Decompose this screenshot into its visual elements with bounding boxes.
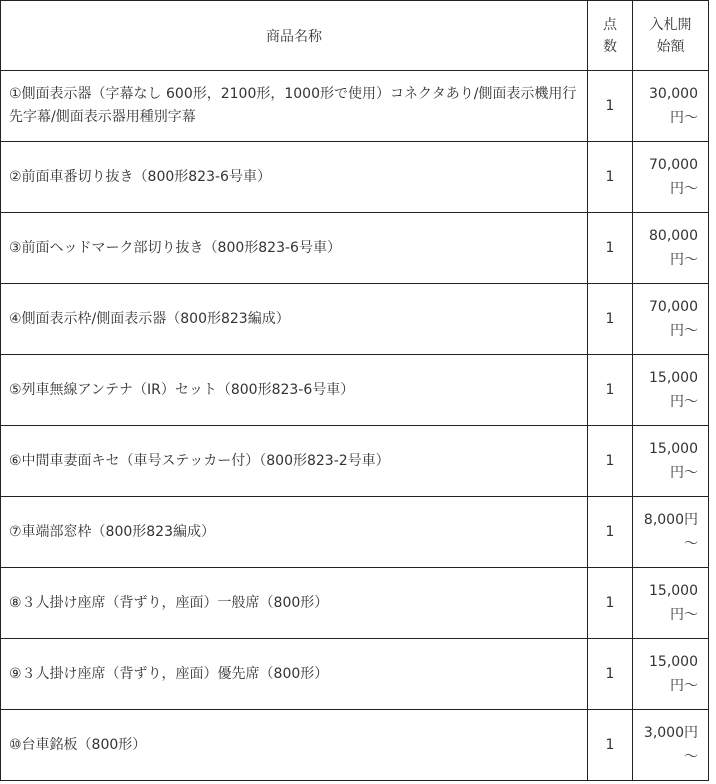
item-quantity: 1	[588, 426, 633, 497]
item-name: ④側面表示枠/側面表示器（800形823編成）	[1, 284, 588, 355]
item-starting-price-line2: ～	[684, 749, 698, 765]
item-name: ①側面表示器（字幕なし 600形，2100形，1000形で使用）コネクタあり/側面表示機用行先字幕/側面表示器用種別字幕	[1, 71, 588, 142]
item-name: ⑦車端部窓枠（800形823編成）	[1, 497, 588, 568]
item-quantity: 1	[588, 142, 633, 213]
table-row	[1, 710, 709, 781]
item-quantity: 1	[588, 71, 633, 142]
item-quantity: 1	[588, 568, 633, 639]
item-starting-price-line1: 15,000	[649, 583, 698, 599]
item-starting-price-line2: 円～	[670, 394, 698, 410]
header-row	[1, 1, 709, 71]
table-row	[1, 355, 709, 426]
table-row	[1, 497, 709, 568]
item-quantity: 1	[588, 355, 633, 426]
header-starting-price-line1: 入札開	[649, 16, 692, 33]
item-starting-price-line1: 80,000	[649, 228, 698, 244]
item-name: ⑩台車銘板（800形）	[1, 710, 588, 781]
item-starting-price-line1: 30,000	[649, 86, 698, 102]
item-starting-price-line1: 15,000	[649, 370, 698, 386]
table-row	[1, 142, 709, 213]
header-quantity-line2: 数	[603, 38, 617, 55]
item-starting-price-line2: 円～	[670, 607, 698, 623]
item-quantity: 1	[588, 710, 633, 781]
header-item-name: 商品名称	[1, 1, 588, 71]
item-starting-price	[633, 497, 709, 568]
item-starting-price	[633, 355, 709, 426]
item-starting-price-line2: 円～	[670, 181, 698, 197]
item-name: ⑥中間車妻面キセ（車号ステッカー付）（800形823-2号車）	[1, 426, 588, 497]
item-starting-price-line2: 円～	[670, 252, 698, 268]
table-row	[1, 284, 709, 355]
header-starting-price	[633, 1, 709, 71]
item-starting-price-line2: 円～	[670, 323, 698, 339]
table-body	[1, 71, 709, 781]
item-starting-price-line1: 15,000	[649, 441, 698, 457]
table-row	[1, 568, 709, 639]
item-starting-price-line1: 70,000	[649, 157, 698, 173]
item-starting-price-line1: 70,000	[649, 299, 698, 315]
header-starting-price-line2: 始額	[656, 38, 685, 55]
item-starting-price	[633, 284, 709, 355]
item-name: ②前面車番切り抜き（800形823-6号車）	[1, 142, 588, 213]
item-starting-price	[633, 568, 709, 639]
item-starting-price-line1: 3,000円	[643, 725, 698, 741]
table-row	[1, 639, 709, 710]
item-starting-price	[633, 142, 709, 213]
item-name: ③前面ヘッドマーク部切り抜き（800形823-6号車）	[1, 213, 588, 284]
header-quantity	[588, 1, 633, 71]
item-quantity: 1	[588, 497, 633, 568]
item-starting-price	[633, 213, 709, 284]
item-starting-price	[633, 639, 709, 710]
item-starting-price-line2: 円～	[670, 110, 698, 126]
item-name: ⑨３人掛け座席（背ずり，座面）優先席（800形）	[1, 639, 588, 710]
item-quantity: 1	[588, 639, 633, 710]
item-quantity: 1	[588, 284, 633, 355]
item-name: ⑧３人掛け座席（背ずり，座面）一般席（800形）	[1, 568, 588, 639]
table-row	[1, 71, 709, 142]
item-starting-price-line1: 8,000円	[643, 512, 698, 528]
table-header	[1, 1, 709, 71]
table-row	[1, 426, 709, 497]
header-quantity-line1: 点	[603, 16, 617, 33]
item-starting-price-line1: 15,000	[649, 654, 698, 670]
item-starting-price	[633, 426, 709, 497]
item-starting-price-line2: 円～	[670, 678, 698, 694]
item-starting-price	[633, 71, 709, 142]
item-starting-price	[633, 710, 709, 781]
item-starting-price-line2: ～	[684, 536, 698, 552]
item-quantity: 1	[588, 213, 633, 284]
item-name: ⑤列車無線アンテナ（IR）セット（800形823-6号車）	[1, 355, 588, 426]
table-row	[1, 213, 709, 284]
item-starting-price-line2: 円～	[670, 465, 698, 481]
